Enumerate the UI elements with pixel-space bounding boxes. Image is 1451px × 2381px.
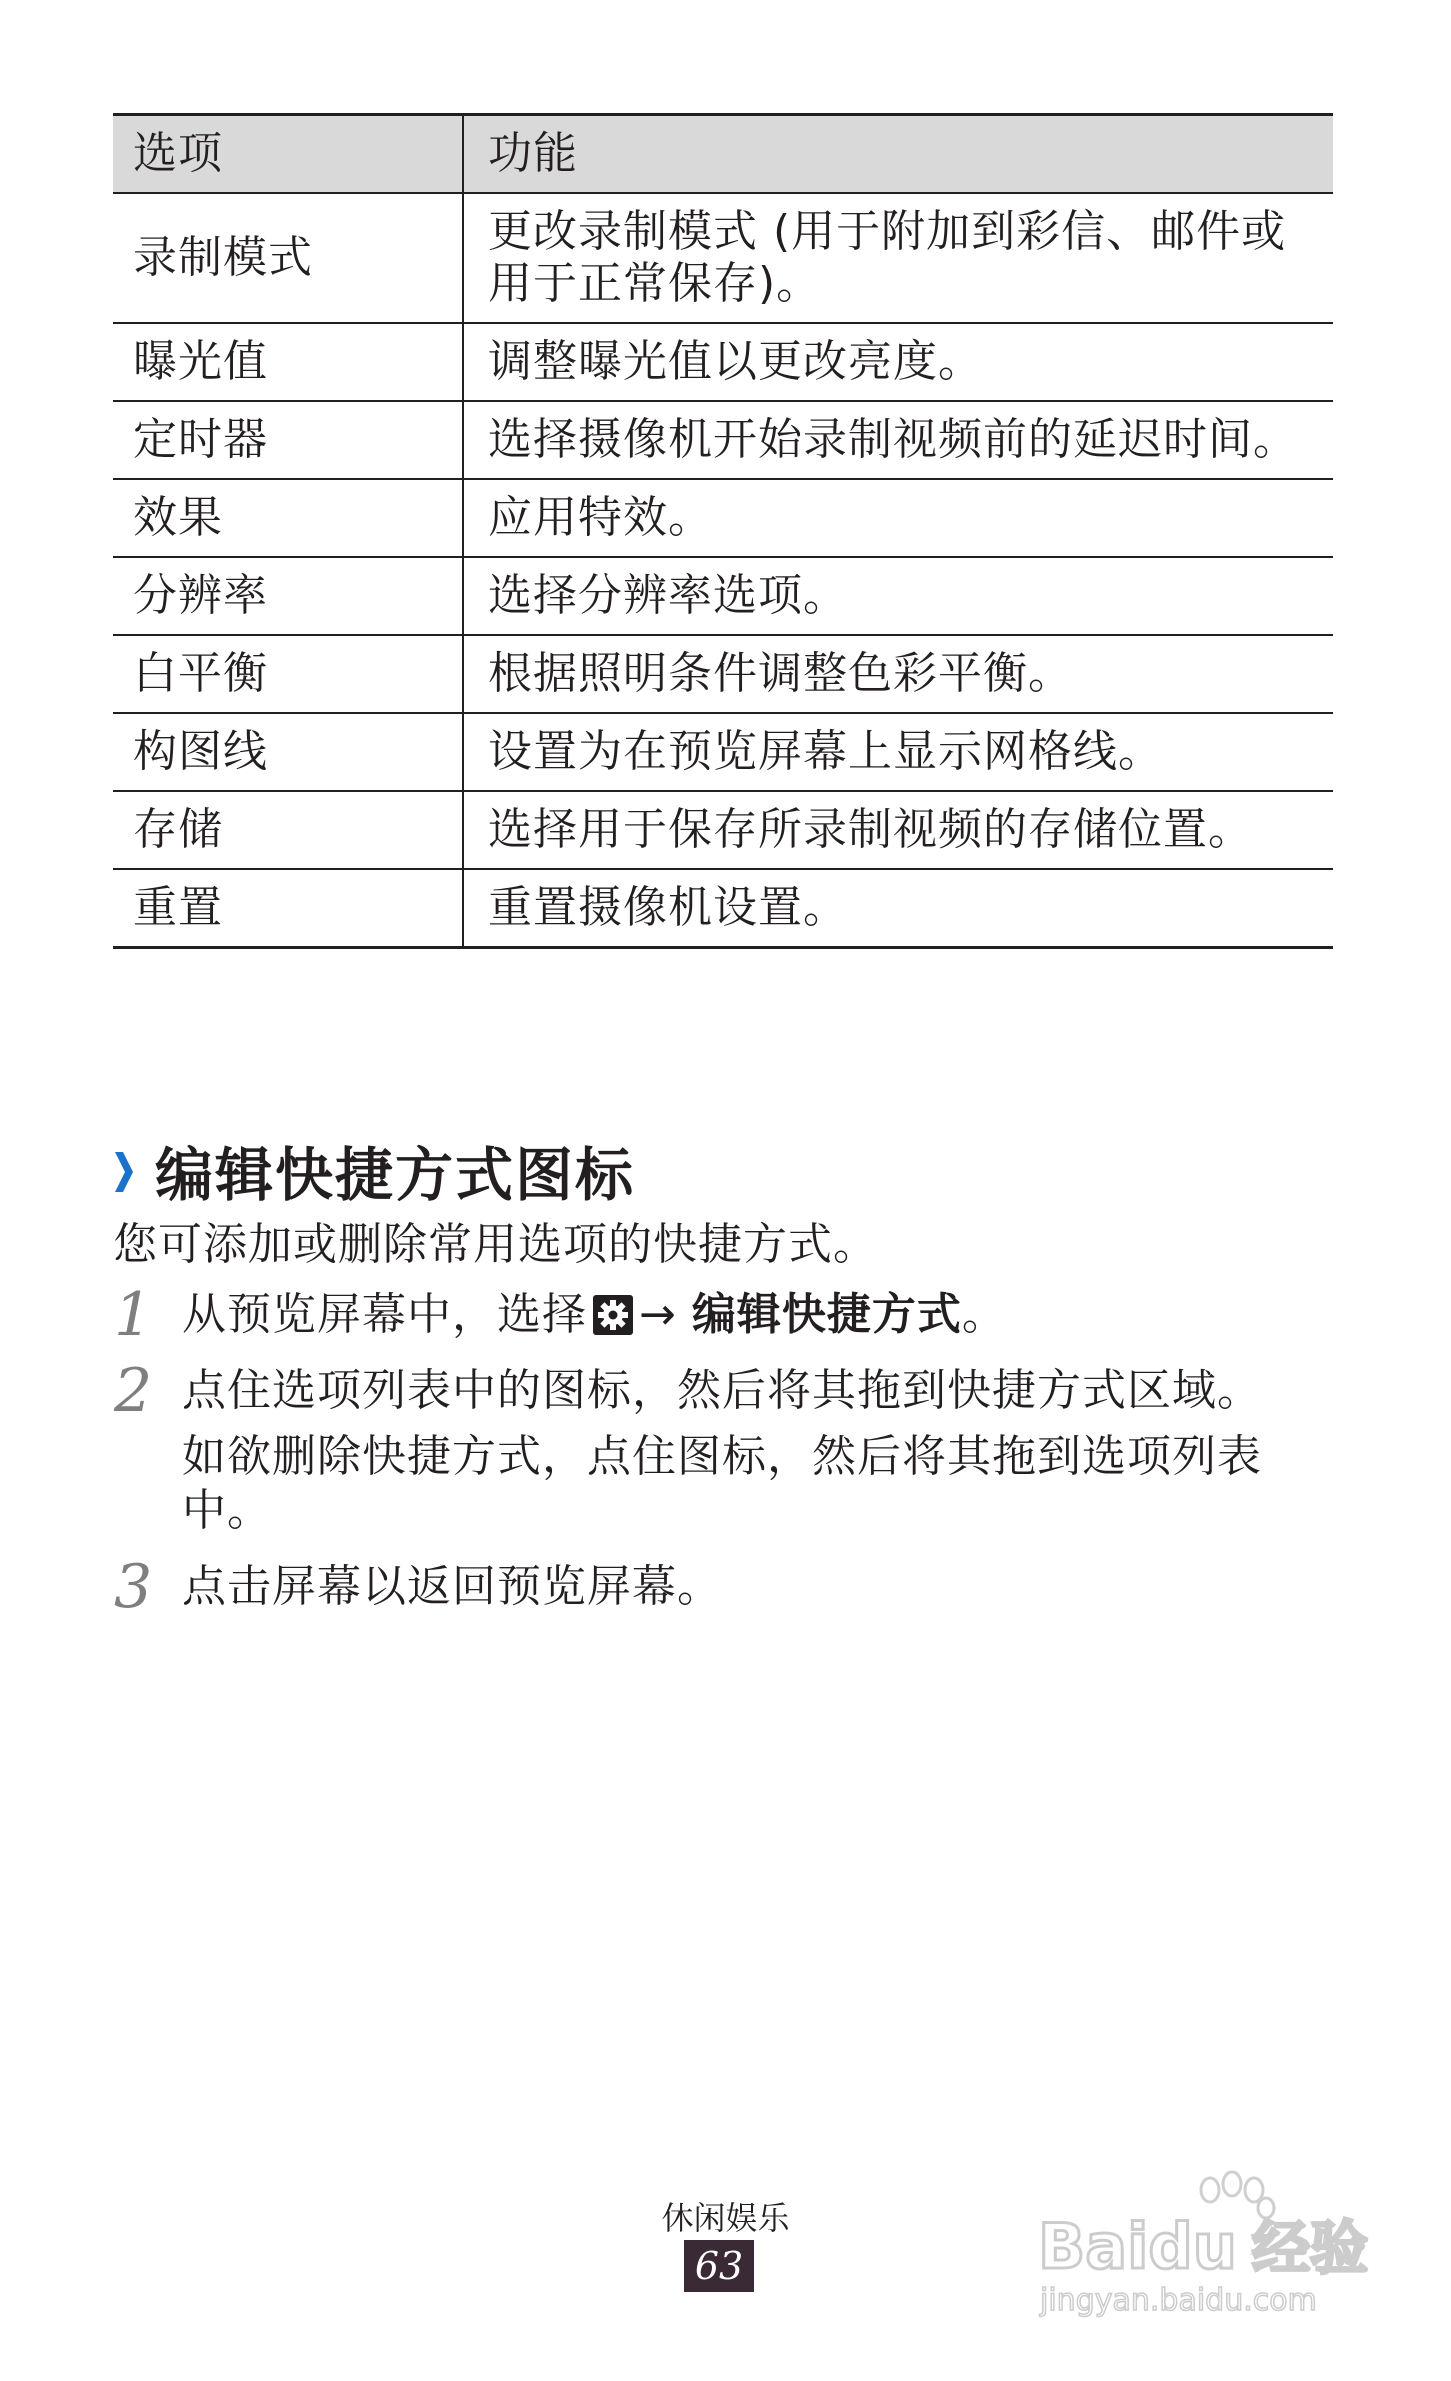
step-item [110,1552,1340,1622]
option-description: 根据照明条件调整色彩平衡。 [463,635,1333,713]
option-description: 选择摄像机开始录制视频前的延迟时间。 [463,401,1333,479]
step-bold-label: 编辑快捷方式 [691,1289,962,1340]
option-description: 选择分辨率选项。 [463,557,1333,635]
step-number: 1 [114,1280,154,1350]
option-description: 应用特效。 [463,479,1333,557]
option-description: 设置为在预览屏幕上显示网格线。 [463,713,1333,791]
step-number: 2 [114,1356,154,1426]
section-heading [113,1130,635,1210]
table-row [113,401,1333,479]
gear-icon [593,1295,633,1335]
table-row [113,869,1333,948]
step-prefix: 从预览屏幕中，选择 [182,1289,587,1340]
watermark-url: jingyan.baidu.com [1040,2283,1317,2318]
option-description: 更改录制模式 (用于附加到彩信、邮件或用于正常保存)。 [463,193,1333,323]
section-intro: 您可添加或删除常用选项的快捷方式。 [113,1219,878,1270]
option-name: 定时器 [113,401,463,479]
option-description: 调整曝光值以更改亮度。 [463,323,1333,401]
step-note: 如欲删除快捷方式，点住图标，然后将其拖到选项列表中。 [182,1431,1262,1536]
step-text [182,1288,1340,1342]
option-name: 重置 [113,869,463,948]
option-name: 效果 [113,479,463,557]
section-title: 编辑快捷方式图标 [155,1141,636,1209]
options-table [113,113,1333,949]
watermark-suffix: 经验 [1252,2214,1369,2282]
table-header-row [113,115,1333,194]
table-row [113,323,1333,401]
option-name: 存储 [113,791,463,869]
page-number: 63 [694,2244,744,2288]
chevron-right-icon [113,1150,135,1194]
option-description: 重置摄像机设置。 [463,869,1333,948]
watermark-brand: Baidu [1038,2210,1237,2283]
table-row [113,557,1333,635]
footer-category: 休闲娱乐 [661,2199,790,2237]
option-name: 分辨率 [113,557,463,635]
table-row [113,635,1333,713]
baidu-watermark [1020,2150,1400,2320]
step-item [110,1356,1340,1538]
steps-list [110,1280,1340,1636]
option-name: 构图线 [113,713,463,791]
option-name: 曝光值 [113,323,463,401]
table-row [113,479,1333,557]
step-item [110,1280,1340,1350]
step-text: 点击屏幕以返回预览屏幕。 [182,1561,722,1612]
option-name: 白平衡 [113,635,463,713]
column-header-option: 选项 [113,115,463,194]
option-description: 选择用于保存所录制视频的存储位置。 [463,791,1333,869]
arrow-glyph: → [639,1289,677,1340]
page-number-box [684,2240,754,2292]
table-row [113,791,1333,869]
option-name: 录制模式 [113,193,463,323]
step-suffix: 。 [961,1289,1007,1340]
step-number: 3 [114,1552,154,1622]
step-text: 点住选项列表中的图标，然后将其拖到快捷方式区域。 [182,1365,1262,1416]
table-row [113,713,1333,791]
column-header-function: 功能 [463,115,1333,194]
table-row [113,193,1333,323]
